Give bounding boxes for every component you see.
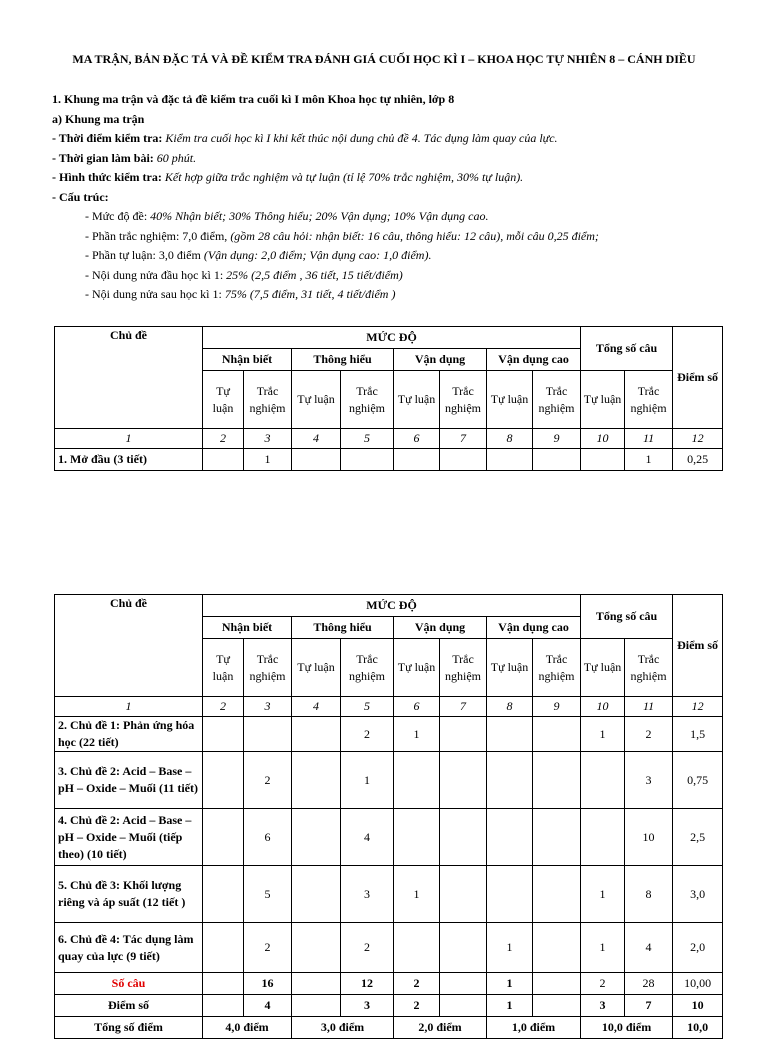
- column-number: 1: [55, 697, 203, 717]
- column-number: 3: [244, 429, 292, 449]
- value-cell: 0,25: [673, 449, 723, 471]
- value-cell: [440, 717, 487, 752]
- value-cell: [487, 866, 533, 923]
- value-cell: [440, 995, 487, 1017]
- header-essay: Tự luận: [394, 639, 440, 697]
- header-level: MỨC ĐỘ: [203, 327, 581, 349]
- value-cell: 4: [244, 995, 292, 1017]
- header-comprehension: Thông hiểu: [292, 349, 394, 371]
- column-number: 2: [203, 697, 244, 717]
- value-cell: [581, 449, 625, 471]
- header-essay: Tự luận: [487, 639, 533, 697]
- value-cell: [487, 717, 533, 752]
- header-mcq: Trắc nghiệm: [440, 639, 487, 697]
- structure-item-prefix: - Phần trắc nghiệm: 7,0 điểm,: [85, 228, 228, 243]
- summary-label: Số câu: [55, 973, 203, 995]
- column-number: 5: [341, 697, 394, 717]
- header-score: Điểm số: [673, 595, 723, 697]
- value-cell: 3,0: [673, 866, 723, 923]
- column-number: 6: [394, 429, 440, 449]
- value-cell: [533, 752, 581, 809]
- column-number-row: [55, 697, 723, 717]
- header-mcq: Trắc nghiệm: [244, 371, 292, 429]
- value-cell: [440, 973, 487, 995]
- value-cell: 10,0 điểm: [581, 1017, 673, 1039]
- value-cell: 1: [487, 995, 533, 1017]
- structure-item-prefix: - Phần tự luận: 3,0 điểm: [85, 248, 201, 262]
- column-number: 6: [394, 697, 440, 717]
- value-cell: [292, 717, 341, 752]
- structure-item-prefix: - Mức độ đề:: [85, 209, 148, 223]
- value-cell: 1: [625, 449, 673, 471]
- header-essay: Tự luận: [292, 639, 341, 697]
- value-cell: [244, 717, 292, 752]
- value-cell: 1: [341, 752, 394, 809]
- value-cell: 2: [581, 973, 625, 995]
- column-number: 9: [533, 697, 581, 717]
- header-comprehension: Thông hiểu: [292, 617, 394, 639]
- topic-cell: 2. Chủ đề 1: Phản ứng hóa học (22 tiết): [55, 717, 203, 752]
- header-score: Điểm số: [673, 327, 723, 429]
- value-cell: [487, 449, 533, 471]
- value-cell: [203, 717, 244, 752]
- table-row: [55, 809, 723, 866]
- value-cell: [533, 449, 581, 471]
- section-heading: 1. Khung ma trận và đặc tả đề kiểm tra cuối kì I môn Khoa học tự nhiên, lớp 8: [52, 92, 455, 106]
- value-cell: 3: [341, 995, 394, 1017]
- structure-item-value: 40% Nhận biết; 30% Thông hiểu; 20% Vận dụng; 10% Vận dụng cao.: [150, 209, 489, 223]
- value-cell: 28: [625, 973, 673, 995]
- value-cell: 10: [673, 995, 723, 1017]
- value-cell: 6: [244, 809, 292, 866]
- topic-cell: 6. Chủ đề 4: Tác dụng làm quay của lực (9 tiết): [55, 923, 203, 973]
- table-row: [55, 866, 723, 923]
- header-application: Vận dụng: [394, 349, 487, 371]
- value-cell: 2: [341, 717, 394, 752]
- header-mcq: Trắc nghiệm: [440, 371, 487, 429]
- header-recognition: Nhận biết: [203, 617, 292, 639]
- value-cell: [533, 809, 581, 866]
- table-row: [55, 923, 723, 973]
- header-essay: Tự luận: [292, 371, 341, 429]
- topic-cell: 4. Chủ đề 2: Acid – Base – pH – Oxide – Muối (tiếp theo) (10 tiết): [55, 809, 203, 866]
- value-cell: 1: [394, 717, 440, 752]
- duration-line: [52, 149, 732, 169]
- format-label: - Hình thức kiểm tra:: [52, 170, 162, 184]
- value-cell: 2: [394, 995, 440, 1017]
- value-cell: 10: [625, 809, 673, 866]
- value-cell: [394, 809, 440, 866]
- header-mcq: Trắc nghiệm: [244, 639, 292, 697]
- column-number: 9: [533, 429, 581, 449]
- value-cell: 4,0 điểm: [203, 1017, 292, 1039]
- document-title: MA TRẬN, BẢN ĐẶC TẢ VÀ ĐỀ KIỂM TRA ĐÁNH GIÁ CUỐI HỌC KÌ I – KHOA HỌC TỰ NHIÊN 8 – CÁNH DIỀU: [72, 52, 696, 66]
- column-number: 10: [581, 697, 625, 717]
- value-cell: [440, 923, 487, 973]
- structure-item-value: (Vận dụng: 2,0 điểm; Vận dụng cao: 1,0 điểm).: [203, 248, 432, 262]
- value-cell: [581, 752, 625, 809]
- header-total-questions: Tổng số câu: [581, 327, 673, 371]
- structure-item-prefix: - Nội dung nửa sau học kì 1:: [85, 287, 222, 301]
- header-essay: Tự luận: [487, 371, 533, 429]
- matrix-table-1: [54, 326, 723, 471]
- value-cell: 5: [244, 866, 292, 923]
- header-topic: Chủ đề: [55, 595, 203, 697]
- value-cell: 12: [341, 973, 394, 995]
- value-cell: [203, 866, 244, 923]
- value-cell: 1: [581, 717, 625, 752]
- value-cell: 2,0 điểm: [394, 1017, 487, 1039]
- value-cell: 16: [244, 973, 292, 995]
- header-essay: Tự luận: [203, 639, 244, 697]
- exam-time-line: [52, 129, 732, 149]
- summary-row-scores: [55, 995, 723, 1017]
- structure-item-essay: [52, 246, 732, 266]
- value-cell: 7: [625, 995, 673, 1017]
- structure-item-value: (gồm 28 câu hỏi: nhận biết: 16 câu, thông hiểu: 12 câu), mỗi câu 0,25 điểm;: [230, 228, 599, 243]
- topic-cell: 3. Chủ đề 2: Acid – Base – pH – Oxide – Muối (11 tiết): [55, 752, 203, 809]
- header-essay: Tự luận: [394, 371, 440, 429]
- header-mcq: Trắc nghiệm: [341, 371, 394, 429]
- topic-cell: 5. Chủ đề 3: Khối lượng riêng và áp suất (12 tiết ): [55, 866, 203, 923]
- summary-row-questions: [55, 973, 723, 995]
- structure-item-level: [52, 207, 732, 227]
- structure-item-value: 25% (2,5 điểm , 36 tiết, 15 tiết/điểm): [226, 267, 403, 282]
- value-cell: [533, 717, 581, 752]
- column-number: 4: [292, 697, 341, 717]
- value-cell: [533, 995, 581, 1017]
- header-level: MỨC ĐỘ: [203, 595, 581, 617]
- matrix-table-2: [54, 594, 723, 1039]
- value-cell: [394, 752, 440, 809]
- value-cell: [292, 973, 341, 995]
- header-topic: Chủ đề: [55, 327, 203, 429]
- header-high-application: Vận dụng cao: [487, 617, 581, 639]
- value-cell: 0,75: [673, 752, 723, 809]
- value-cell: [203, 449, 244, 471]
- value-cell: [203, 995, 244, 1017]
- column-number: 3: [244, 697, 292, 717]
- summary-label: Điểm số: [55, 995, 203, 1017]
- value-cell: 4: [625, 923, 673, 973]
- value-cell: 3: [341, 866, 394, 923]
- header-essay: Tự luận: [581, 371, 625, 429]
- structure-item-first-half: [52, 266, 732, 286]
- header-mcq: Trắc nghiệm: [533, 371, 581, 429]
- summary-label: Tổng số điểm: [55, 1017, 203, 1039]
- value-cell: 2: [341, 923, 394, 973]
- value-cell: [292, 752, 341, 809]
- value-cell: 2: [625, 717, 673, 752]
- value-cell: [292, 449, 341, 471]
- value-cell: [203, 809, 244, 866]
- topic-cell: 1. Mở đầu (3 tiết): [55, 449, 203, 471]
- header-essay: Tự luận: [203, 371, 244, 429]
- value-cell: [533, 973, 581, 995]
- value-cell: 2: [244, 923, 292, 973]
- format-line: [52, 168, 732, 188]
- value-cell: 4: [341, 809, 394, 866]
- column-number: 5: [341, 429, 394, 449]
- value-cell: [292, 995, 341, 1017]
- value-cell: 10,0: [673, 1017, 723, 1039]
- value-cell: [394, 923, 440, 973]
- column-number: 11: [625, 697, 673, 717]
- column-number: 10: [581, 429, 625, 449]
- table-row: [55, 752, 723, 809]
- column-number-row: [55, 429, 723, 449]
- header-high-application: Vận dụng cao: [487, 349, 581, 371]
- value-cell: 1: [487, 973, 533, 995]
- table-row: [55, 449, 723, 471]
- column-number: 8: [487, 697, 533, 717]
- value-cell: [203, 752, 244, 809]
- subsection-heading: a) Khung ma trận: [52, 111, 145, 126]
- value-cell: 1,5: [673, 717, 723, 752]
- value-cell: [203, 973, 244, 995]
- header-mcq: Trắc nghiệm: [625, 371, 673, 429]
- value-cell: 3,0 điểm: [292, 1017, 394, 1039]
- value-cell: [292, 809, 341, 866]
- header-mcq: Trắc nghiệm: [625, 639, 673, 697]
- header-mcq: Trắc nghiệm: [533, 639, 581, 697]
- value-cell: [203, 923, 244, 973]
- column-number: 12: [673, 697, 723, 717]
- structure-item-prefix: - Nội dung nửa đầu học kì 1:: [85, 267, 224, 282]
- value-cell: [581, 809, 625, 866]
- value-cell: [440, 752, 487, 809]
- value-cell: 1: [581, 923, 625, 973]
- structure-label: - Cấu trúc:: [52, 189, 109, 204]
- summary-row-total: [55, 1017, 723, 1039]
- value-cell: [292, 923, 341, 973]
- header-application: Vận dụng: [394, 617, 487, 639]
- exam-time-label: - Thời điểm kiểm tra:: [52, 131, 163, 145]
- header-essay: Tự luận: [581, 639, 625, 697]
- value-cell: 1,0 điểm: [487, 1017, 581, 1039]
- value-cell: [533, 923, 581, 973]
- column-number: 4: [292, 429, 341, 449]
- value-cell: 1: [487, 923, 533, 973]
- header-total-questions: Tổng số câu: [581, 595, 673, 639]
- value-cell: [292, 866, 341, 923]
- value-cell: [440, 866, 487, 923]
- structure-item-mcq: [52, 227, 732, 247]
- header-mcq: Trắc nghiệm: [341, 639, 394, 697]
- value-cell: [440, 449, 487, 471]
- column-number: 1: [55, 429, 203, 449]
- column-number: 7: [440, 429, 487, 449]
- value-cell: 8: [625, 866, 673, 923]
- format-value: Kết hợp giữa trắc nghiệm và tự luận (tỉ lệ 70% trắc nghiệm, 30% tự luận).: [164, 170, 524, 184]
- value-cell: [487, 809, 533, 866]
- value-cell: 1: [581, 866, 625, 923]
- column-number: 7: [440, 697, 487, 717]
- value-cell: 2: [394, 973, 440, 995]
- value-cell: [394, 449, 440, 471]
- value-cell: 2,0: [673, 923, 723, 973]
- column-number: 11: [625, 429, 673, 449]
- header-recognition: Nhận biết: [203, 349, 292, 371]
- duration-value: 60 phút.: [156, 150, 197, 165]
- table-row: [55, 717, 723, 752]
- column-number: 12: [673, 429, 723, 449]
- column-number: 2: [203, 429, 244, 449]
- column-number: 8: [487, 429, 533, 449]
- intro-section: [52, 90, 732, 305]
- structure-item-value: 75% (7,5 điểm, 31 tiết, 4 tiết/điểm ): [224, 287, 396, 301]
- value-cell: 3: [625, 752, 673, 809]
- value-cell: 1: [394, 866, 440, 923]
- value-cell: 3: [581, 995, 625, 1017]
- value-cell: [533, 866, 581, 923]
- structure-item-second-half: [52, 285, 732, 305]
- value-cell: 10,00: [673, 973, 723, 995]
- value-cell: [487, 752, 533, 809]
- duration-label: - Thời gian làm bài:: [52, 150, 154, 165]
- exam-time-value: Kiểm tra cuối học kì I khi kết thúc nội dung chủ đề 4. Tác dụng làm quay của lực.: [165, 131, 558, 145]
- value-cell: 2: [244, 752, 292, 809]
- value-cell: 1: [244, 449, 292, 471]
- value-cell: [341, 449, 394, 471]
- value-cell: [440, 809, 487, 866]
- value-cell: 2,5: [673, 809, 723, 866]
